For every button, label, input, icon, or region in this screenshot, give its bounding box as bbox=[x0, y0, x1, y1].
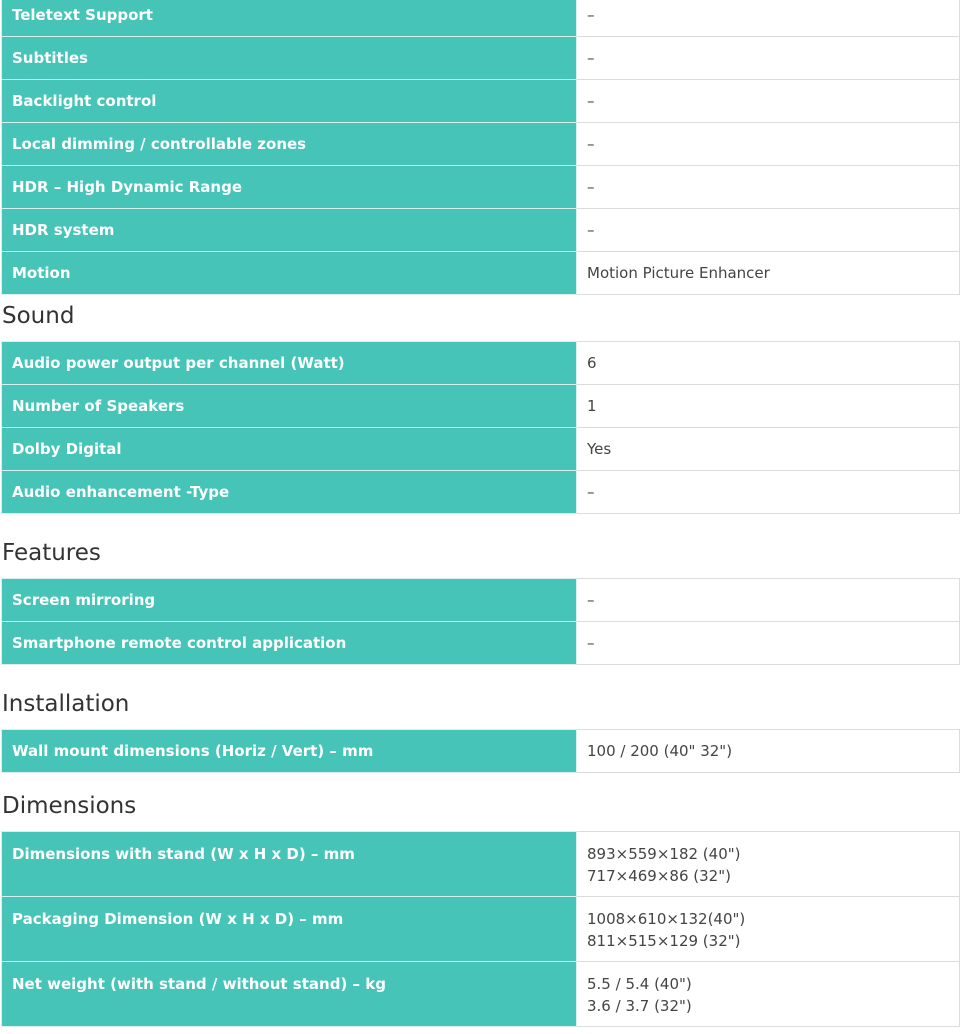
table-row bbox=[2, 80, 960, 123]
spec-value: 1 bbox=[577, 385, 960, 428]
spec-label: Motion bbox=[2, 252, 577, 295]
spec-value bbox=[577, 832, 960, 897]
table-row bbox=[2, 962, 960, 1027]
spec-value: – bbox=[577, 209, 960, 252]
spec-value: – bbox=[577, 37, 960, 80]
table-row bbox=[2, 37, 960, 80]
table-row bbox=[2, 428, 960, 471]
section-title-sound: Sound bbox=[2, 303, 75, 329]
spec-label: Local dimming / controllable zones bbox=[2, 123, 577, 166]
spec-value-line: 893×559×182 (40") bbox=[587, 845, 741, 863]
table-row bbox=[2, 166, 960, 209]
dimensions-spec-table bbox=[1, 831, 960, 1027]
spec-value: – bbox=[577, 166, 960, 209]
table-row bbox=[2, 252, 960, 295]
section-title-installation: Installation bbox=[2, 691, 130, 717]
spec-value-line: 1008×610×132(40") bbox=[587, 910, 746, 928]
table-row bbox=[2, 730, 960, 773]
spec-label: Smartphone remote control application bbox=[2, 622, 577, 665]
table-row bbox=[2, 832, 960, 897]
spec-value-line: 717×469×86 (32") bbox=[587, 867, 731, 885]
spec-label: Audio power output per channel (Watt) bbox=[2, 342, 577, 385]
spec-value: Motion Picture Enhancer bbox=[577, 252, 960, 295]
spec-value bbox=[577, 897, 960, 962]
spec-value: – bbox=[577, 471, 960, 514]
features-spec-table bbox=[1, 578, 960, 665]
spec-value: Yes bbox=[577, 428, 960, 471]
spec-label: Number of Speakers bbox=[2, 385, 577, 428]
table-row bbox=[2, 342, 960, 385]
spec-label: Net weight (with stand / without stand) – kg bbox=[2, 962, 577, 1027]
installation-spec-table bbox=[1, 729, 960, 773]
section-title-features: Features bbox=[2, 540, 101, 566]
table-row bbox=[2, 123, 960, 166]
table-row bbox=[2, 0, 960, 37]
spec-label: Dolby Digital bbox=[2, 428, 577, 471]
spec-label: HDR – High Dynamic Range bbox=[2, 166, 577, 209]
spec-label: Screen mirroring bbox=[2, 579, 577, 622]
section-title-dimensions: Dimensions bbox=[2, 793, 137, 819]
table-row bbox=[2, 897, 960, 962]
table-row bbox=[2, 209, 960, 252]
spec-label: Dimensions with stand (W x H x D) – mm bbox=[2, 832, 577, 897]
spec-label: Audio enhancement -Type bbox=[2, 471, 577, 514]
spec-label: Backlight control bbox=[2, 80, 577, 123]
spec-value-line: 3.6 / 3.7 (32") bbox=[587, 997, 692, 1015]
picture-spec-table bbox=[1, 0, 960, 295]
spec-label: Teletext Support bbox=[2, 0, 577, 37]
spec-value: 6 bbox=[577, 342, 960, 385]
spec-value-line: 5.5 / 5.4 (40") bbox=[587, 975, 692, 993]
spec-label: Wall mount dimensions (Horiz / Vert) – mm bbox=[2, 730, 577, 773]
spec-value bbox=[577, 962, 960, 1027]
spec-value: 100 / 200 (40" 32") bbox=[577, 730, 960, 773]
spec-value: – bbox=[577, 80, 960, 123]
sound-spec-table bbox=[1, 341, 960, 514]
spec-value-line: 811×515×129 (32") bbox=[587, 932, 741, 950]
spec-value: – bbox=[577, 0, 960, 37]
table-row bbox=[2, 622, 960, 665]
spec-value: – bbox=[577, 579, 960, 622]
spec-label: Subtitles bbox=[2, 37, 577, 80]
spec-value: – bbox=[577, 123, 960, 166]
table-row bbox=[2, 385, 960, 428]
spec-label: HDR system bbox=[2, 209, 577, 252]
table-row bbox=[2, 579, 960, 622]
spec-value: – bbox=[577, 622, 960, 665]
spec-label: Packaging Dimension (W x H x D) – mm bbox=[2, 897, 577, 962]
table-row bbox=[2, 471, 960, 514]
